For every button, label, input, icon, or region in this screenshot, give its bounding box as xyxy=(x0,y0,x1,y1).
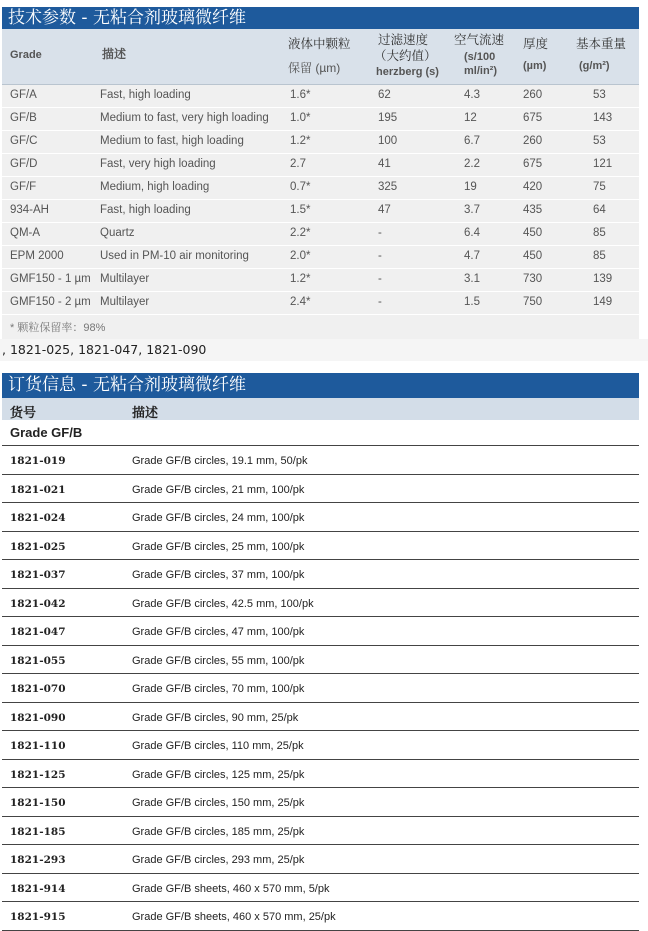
product-description: Grade GF/B circles, 110 mm, 25/pk xyxy=(132,740,304,752)
cell-filtration: - xyxy=(378,273,382,285)
cell-filtration: - xyxy=(378,227,382,239)
list-item xyxy=(2,674,639,703)
cell-retention: 1.6* xyxy=(290,89,311,101)
cell-filtration: 195 xyxy=(378,112,398,124)
table-row xyxy=(2,154,639,177)
cell-air: 4.7 xyxy=(464,250,480,262)
list-item xyxy=(2,874,639,903)
spec-footnote: * 颗粒保留率：98% xyxy=(10,322,106,334)
cell-thickness: 675 xyxy=(523,158,543,170)
cell-weight: 53 xyxy=(593,135,606,147)
cell-retention: 1.2* xyxy=(290,135,311,147)
table-row xyxy=(2,108,639,131)
col-catalog: 货号 xyxy=(10,405,37,420)
order-header xyxy=(2,398,639,420)
catalog-number: 1821-021 xyxy=(10,483,66,496)
list-item xyxy=(2,446,639,475)
product-description: Grade GF/B circles, 125 mm, 25/pk xyxy=(132,768,305,781)
cell-filtration: - xyxy=(378,296,382,308)
catalog-number: 1821-185 xyxy=(10,825,66,838)
cell-filtration: - xyxy=(378,250,382,262)
cell-air: 12 xyxy=(464,112,477,124)
list-item xyxy=(2,902,639,931)
cell-desc: Medium, high loading xyxy=(100,181,210,193)
cell-retention: 0.7* xyxy=(290,181,311,193)
cell-weight: 85 xyxy=(593,250,606,262)
list-item xyxy=(2,503,639,532)
cell-grade: 934-AH xyxy=(10,204,49,216)
list-item xyxy=(2,760,639,789)
catalog-number: 1821-055 xyxy=(10,654,66,667)
cell-grade: EPM 2000 xyxy=(10,250,64,262)
cell-thickness: 750 xyxy=(523,296,543,308)
cell-weight: 143 xyxy=(593,112,613,124)
cell-retention: 2.0* xyxy=(290,250,311,262)
cell-filtration: 41 xyxy=(378,158,391,170)
cell-retention: 1.5* xyxy=(290,204,311,216)
catalog-number: 1821-915 xyxy=(10,911,66,923)
cell-air: 6.4 xyxy=(464,227,480,239)
cell-grade: GF/A xyxy=(10,89,37,101)
cell-grade: GF/F xyxy=(10,181,37,193)
col-desc: 描述 xyxy=(102,47,127,61)
list-item xyxy=(2,560,639,589)
col-air-3: ml/in²) xyxy=(464,65,497,77)
cell-thickness: 450 xyxy=(523,227,543,239)
cell-desc: Multilayer xyxy=(100,296,150,308)
catalog-number: 1821-037 xyxy=(10,569,66,581)
col-order-desc: 描述 xyxy=(132,405,159,420)
cell-retention: 1.0* xyxy=(290,112,311,124)
table-row xyxy=(2,85,639,108)
cell-desc: Medium to fast, high loading xyxy=(100,135,244,147)
cell-retention: 2.2* xyxy=(290,227,311,239)
grade-group xyxy=(2,420,639,446)
catalog-number: 1821-024 xyxy=(10,512,66,524)
cell-grade: GF/C xyxy=(10,135,38,147)
catalog-number: 1821-914 xyxy=(10,882,66,895)
catalog-number: 1821-025 xyxy=(10,540,66,553)
product-description: Grade GF/B circles, 55 mm, 100/pk xyxy=(132,654,305,667)
order-title: 订货信息 - 无粘合剂玻璃微纤维 xyxy=(2,373,639,398)
cell-grade: GF/B xyxy=(10,112,37,124)
col-retention-1: 液体中颗粒 xyxy=(288,37,351,51)
spec-rows xyxy=(2,85,639,315)
table-row xyxy=(2,200,639,223)
grade-label: Grade GF/B xyxy=(10,425,83,440)
product-description: Grade GF/B circles, 21 mm, 100/pk xyxy=(132,483,305,496)
cell-weight: 121 xyxy=(593,158,613,170)
list-item xyxy=(2,788,639,817)
cell-desc: Fast, high loading xyxy=(100,89,191,101)
cell-desc: Quartz xyxy=(100,227,135,239)
cell-retention: 1.2* xyxy=(290,273,311,285)
product-description: Grade GF/B circles, 47 mm, 100/pk xyxy=(132,626,305,638)
cell-weight: 64 xyxy=(593,204,606,216)
product-description: Grade GF/B circles, 90 mm, 25/pk xyxy=(132,711,299,724)
product-description: Grade GF/B circles, 42.5 mm, 100/pk xyxy=(132,597,314,610)
col-retention-2: 保留 (µm) xyxy=(288,61,341,75)
list-item xyxy=(2,617,639,646)
catalog-number: 1821-293 xyxy=(10,854,66,866)
product-description: Grade GF/B circles, 70 mm, 100/pk xyxy=(132,683,305,695)
table-row xyxy=(2,131,639,154)
col-weight-2: (g/m²) xyxy=(579,60,610,72)
product-description: Grade GF/B circles, 25 mm, 100/pk xyxy=(132,540,305,553)
catalog-number: 1821-019 xyxy=(10,455,66,467)
col-filtration-1: 过滤速度 xyxy=(378,33,429,47)
cell-air: 2.2 xyxy=(464,158,480,170)
cell-filtration: 325 xyxy=(378,181,398,193)
col-filtration-2: （大约值） xyxy=(374,49,437,63)
product-description: Grade GF/B sheets, 460 x 570 mm, 25/pk xyxy=(132,911,336,923)
cell-thickness: 435 xyxy=(523,204,543,216)
cell-desc: Fast, high loading xyxy=(100,204,191,216)
list-item xyxy=(2,532,639,561)
cell-weight: 53 xyxy=(593,89,606,101)
catalog-number: 1821-125 xyxy=(10,768,66,781)
list-item xyxy=(2,703,639,732)
col-grade: Grade xyxy=(10,49,42,61)
catalog-number: 1821-070 xyxy=(10,683,66,695)
col-air-2: (s/100 xyxy=(464,51,496,63)
cell-desc: Used in PM-10 air monitoring xyxy=(100,250,249,262)
product-description: Grade GF/B circles, 293 mm, 25/pk xyxy=(132,854,305,866)
cell-air: 19 xyxy=(464,181,477,193)
product-description: Grade GF/B circles, 37 mm, 100/pk xyxy=(132,569,305,581)
cell-filtration: 62 xyxy=(378,89,391,101)
cell-grade: GMF150 - 2 µm xyxy=(10,296,91,308)
spec-title: 技术参数 - 无粘合剂玻璃微纤维 xyxy=(2,7,639,29)
col-filtration-3: herzberg (s) xyxy=(376,66,439,78)
cell-grade: GF/D xyxy=(10,158,38,170)
cell-desc: Fast, very high loading xyxy=(100,158,216,170)
product-description: Grade GF/B circles, 19.1 mm, 50/pk xyxy=(132,455,308,467)
list-item xyxy=(2,475,639,504)
part-number-note: , 1821-025, 1821-047, 1821-090 xyxy=(0,339,648,361)
spec-header xyxy=(2,29,639,85)
cell-weight: 139 xyxy=(593,273,613,285)
cell-filtration: 47 xyxy=(378,204,391,216)
list-item xyxy=(2,845,639,874)
cell-weight: 75 xyxy=(593,181,606,193)
cell-air: 1.5 xyxy=(464,296,480,308)
cell-thickness: 420 xyxy=(523,181,543,193)
catalog-number: 1821-047 xyxy=(10,626,66,638)
order-panel xyxy=(2,373,639,923)
order-rows xyxy=(2,446,639,931)
table-row xyxy=(2,269,639,292)
cell-desc: Multilayer xyxy=(100,273,150,285)
product-description: Grade GF/B circles, 24 mm, 100/pk xyxy=(132,512,305,524)
cell-air: 3.1 xyxy=(464,273,480,285)
cell-grade: GMF150 - 1 µm xyxy=(10,273,91,285)
list-item xyxy=(2,731,639,760)
col-thickness-2: (µm) xyxy=(523,60,547,72)
table-row xyxy=(2,177,639,200)
catalog-number: 1821-150 xyxy=(10,797,66,809)
cell-air: 3.7 xyxy=(464,204,480,216)
list-item xyxy=(2,589,639,618)
table-row xyxy=(2,223,639,246)
list-item xyxy=(2,646,639,675)
col-thickness-1: 厚度 xyxy=(523,37,549,51)
cell-weight: 149 xyxy=(593,296,613,308)
cell-thickness: 730 xyxy=(523,273,543,285)
catalog-number: 1821-042 xyxy=(10,597,66,610)
cell-retention: 2.4* xyxy=(290,296,311,308)
cell-thickness: 450 xyxy=(523,250,543,262)
product-description: Grade GF/B sheets, 460 x 570 mm, 5/pk xyxy=(132,882,330,895)
col-air-1: 空气流速 xyxy=(454,33,505,47)
cell-weight: 85 xyxy=(593,227,606,239)
col-weight-1: 基本重量 xyxy=(576,37,627,51)
product-description: Grade GF/B circles, 185 mm, 25/pk xyxy=(132,825,305,838)
cell-retention: 2.7 xyxy=(290,158,306,170)
cell-grade: QM-A xyxy=(10,227,41,239)
spec-panel xyxy=(2,7,639,342)
cell-thickness: 260 xyxy=(523,135,543,147)
cell-filtration: 100 xyxy=(378,135,398,147)
cell-air: 6.7 xyxy=(464,135,480,147)
cell-air: 4.3 xyxy=(464,89,480,101)
table-row xyxy=(2,292,639,315)
table-row xyxy=(2,246,639,269)
list-item xyxy=(2,817,639,846)
catalog-number: 1821-110 xyxy=(10,740,66,752)
cell-thickness: 260 xyxy=(523,89,543,101)
cell-desc: Medium to fast, very high loading xyxy=(100,112,269,124)
catalog-number: 1821-090 xyxy=(10,711,66,724)
cell-thickness: 675 xyxy=(523,112,543,124)
product-description: Grade GF/B circles, 150 mm, 25/pk xyxy=(132,797,305,809)
